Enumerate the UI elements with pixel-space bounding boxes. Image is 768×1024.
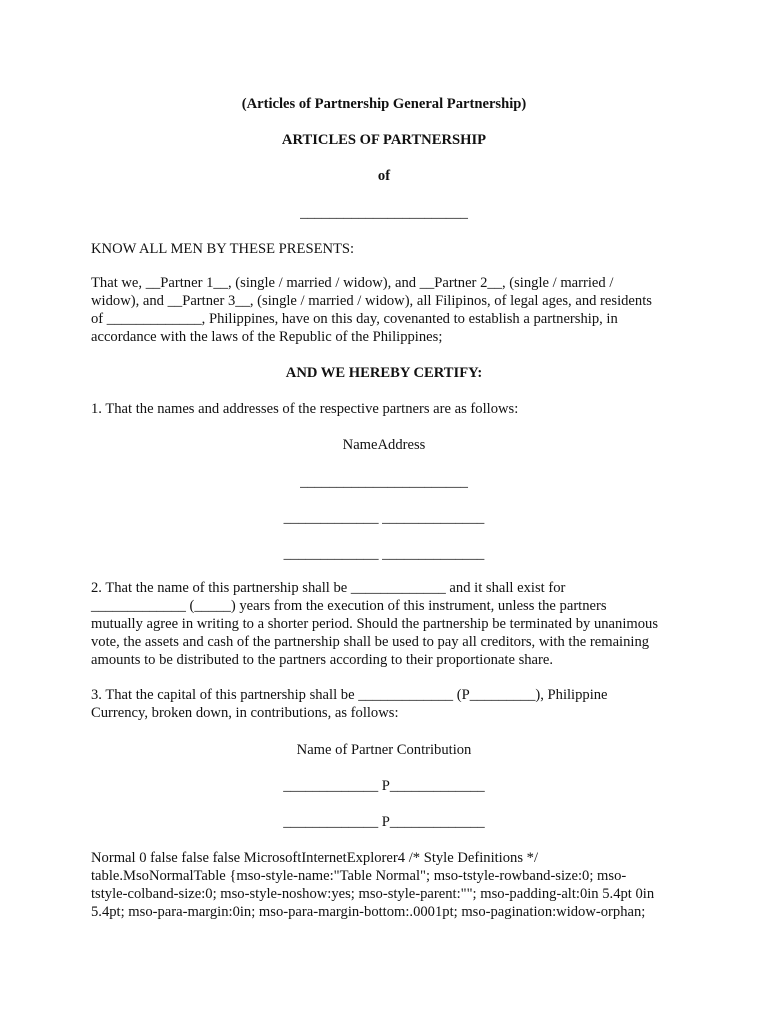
names-table-row: _____________ ______________: [283, 546, 485, 562]
contrib-table-row: _____________ P_____________: [283, 778, 485, 794]
contrib-table-row: _____________ P_____________: [283, 814, 485, 830]
style-line: 5.4pt; mso-para-margin:0in; mso-para-margin-bottom:.0001pt; mso-pagination:widow-orphan;: [91, 904, 646, 920]
style-line: tstyle-colband-size:0; mso-style-noshow:yes; mso-style-parent:""; mso-padding-alt:0in 5.4pt 0in: [91, 886, 655, 902]
parties-line: of _____________, Philippines, have on this day, covenanted to establish a partnership, in: [91, 311, 618, 327]
certify-heading: AND WE HEREBY CERTIFY:: [285, 365, 483, 381]
parties-line: accordance with the laws of the Republic of the Philippines;: [91, 329, 443, 345]
names-table-row: _______________________: [300, 474, 468, 490]
contrib-table-header: Name of Partner Contribution: [296, 742, 472, 758]
names-table-row: _____________ ______________: [283, 510, 485, 526]
item-3: [91, 686, 671, 722]
names-table-header: NameAddress: [342, 437, 426, 453]
item-3-line: Currency, broken down, in contributions, as follows:: [91, 705, 399, 721]
main-title: ARTICLES OF PARTNERSHIP: [281, 132, 487, 148]
item-2-line: _____________ (_____) years from the execution of this instrument, unless the partners: [91, 598, 607, 614]
parties-line: widow), and __Partner 3__, (single / married / widow), all Filipinos, of legal ages, and residents: [91, 293, 652, 309]
header-title: (Articles of Partnership General Partnership): [241, 96, 527, 112]
style-definitions-text: [91, 849, 671, 921]
style-line: Normal 0 false false false MicrosoftInternetExplorer4 /* Style Definitions */: [91, 850, 539, 866]
of-label: of: [377, 168, 391, 184]
item-2: [91, 579, 671, 669]
item-2-line: amounts to be distributed to the partners according to their proportionate share.: [91, 652, 554, 668]
item-2-line: mutually agree in writing to a shorter period. Should the partnership be terminated by unanimous: [91, 616, 658, 632]
item-1: 1. That the names and addresses of the respective partners are as follows:: [91, 401, 519, 417]
item-3-line: 3. That the capital of this partnership shall be _____________ (P_________), Philippine: [91, 687, 608, 703]
partnership-name-blank: _______________________: [300, 205, 468, 221]
item-2-line: 2. That the name of this partnership shall be _____________ and it shall exist for: [91, 580, 566, 596]
style-line: table.MsoNormalTable {mso-style-name:"Table Normal"; mso-tstyle-rowband-size:0; mso-: [91, 868, 627, 884]
parties-paragraph: [91, 274, 671, 346]
intro-line: KNOW ALL MEN BY THESE PRESENTS:: [91, 241, 355, 257]
item-2-line: vote, the assets and cash of the partnership shall be used to pay all creditors, with the remaining: [91, 634, 650, 650]
parties-line: That we, __Partner 1__, (single / married / widow), and __Partner 2__, (single / married /: [91, 275, 614, 291]
